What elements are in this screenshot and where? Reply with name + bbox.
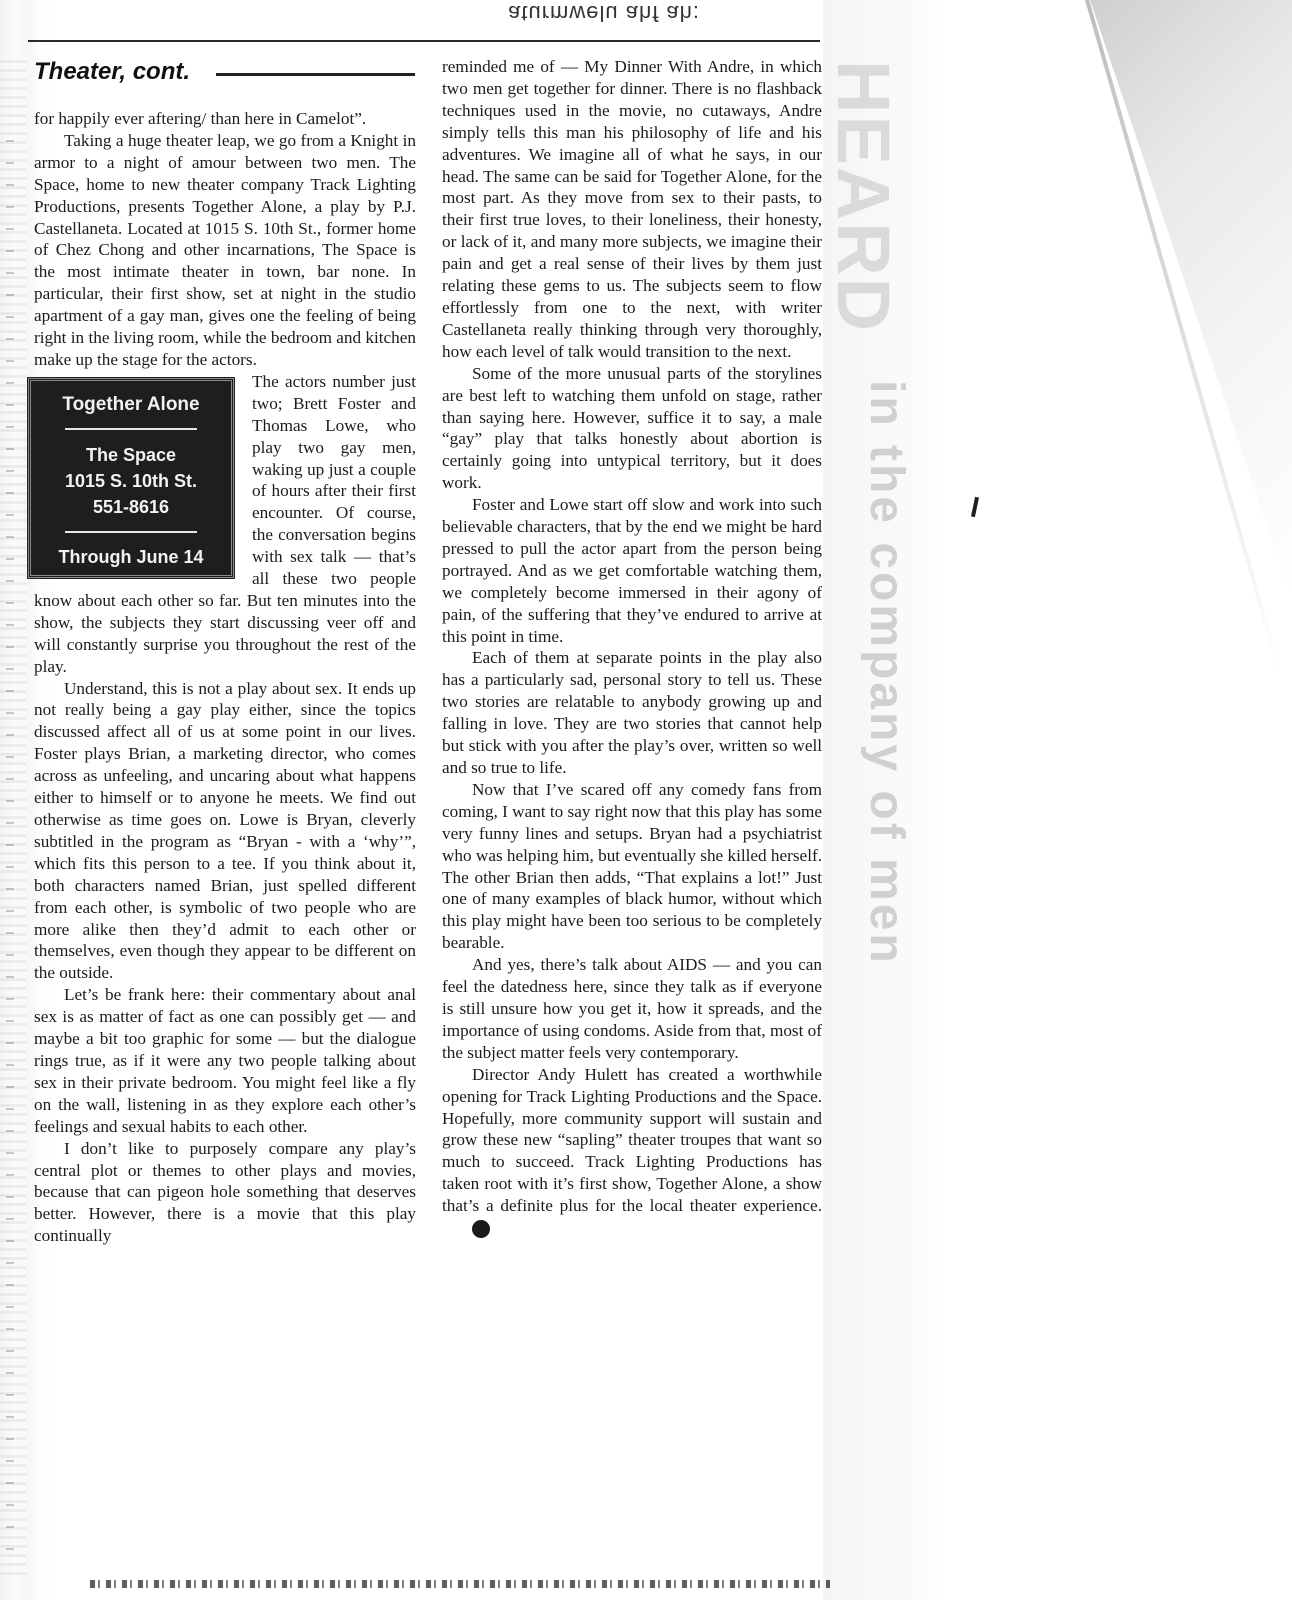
article-paragraph: Foster and Lowe start off slow and work into such believable characters, that by the end we might be hard pressed to pull the actor apart from the person being portrayed. And as we get comfortable watching them, we completely become immersed in their agony of pain, of the suffering that they’ve endured to arrive at this point in time. <box>442 495 822 646</box>
article-paragraph: reminded me of — My Dinner With Andre, in which two men get together for dinner. There is no flashback techniques used in the movie, no cutaways, Andre simply tells this man his philosophy of life and his adventures. We imagine all of what he says, in our head. The same can be said for Together Alone, for the most part. As they move from sex to their pasts, to their first true loves, to their loneliness, their honesty, or lack of it, and many more subjects, we imagine their pain and get a real sense of their lives by them just relating these gems to us. The subjects seem to flow effortlessly from one to the next, with writer Castellaneta really thinking through very thoroughly, how each level of talk would transition to the next. <box>442 57 822 361</box>
article-paragraph: Now that I’ve scared off any comedy fans from coming, I want to say right now that this play has some very funny lines and setups. Bryan had a psychiatrist who was helping him, but eventually she killed herself. The other Brian then adds, “That explains a lot!” Just one of many examples of black humor, without which this play might have been too serious to be completely bearable. <box>442 779 822 953</box>
article-column-left <box>34 108 416 1247</box>
article-paragraph: Some of the more unusual parts of the storylines are best left to watching them unfold on stage, rather than saying here. However, suffice it to say, a male “gay” play that talks honestly about abortion is certainly going into untypical territory, but it does work. <box>442 363 822 493</box>
article-paragraph-text: Director Andy Hulett has created a worthwhile opening for Track Lighting Productions and the Space. Hopefully, more community support will sustain and grow these new “sapling” theater troupes that want so much to succeed. Track Lighting Productions has taken root with it’s first show, Together Alone, a show that’s a definite plus for the local theater experience. <box>442 1064 822 1216</box>
show-run-dates: Through June 14 <box>58 546 204 567</box>
show-info-divider <box>65 531 197 533</box>
article-paragraph: Let’s be frank here: their commentary about anal sex is as matter of fact as one can possibly get — and maybe a bit too graphic for some — but the dialogue rings true, as if it were any two people talking about sex in their private bedroom. You might feel like a fly on the wall, listening in as they explore each other’s feelings and sexual habits to each other. <box>34 985 416 1136</box>
article-paragraph: Each of them at separate points in the play also has a particularly sad, personal story to tell us. These two stories are relatable to anybody growing up and falling in love. They are two stories that cannot help but stick with you after the play’s over, written so well and so true to life. <box>442 648 822 777</box>
show-venue: The Space <box>85 444 177 465</box>
show-title: Together Alone <box>62 393 200 415</box>
bleed-through-headline: HEARD <box>822 60 905 334</box>
page-bottom-strip <box>90 1580 830 1588</box>
section-title: Theater, cont. <box>34 58 191 85</box>
top-strip-text: aturmwelu ahf ah: <box>508 1 700 26</box>
article-paragraph: for happily ever aftering/ than here in Camelot”. <box>34 109 367 128</box>
show-phone: 551-8616 <box>92 496 170 517</box>
article-paragraph: And yes, there’s talk about AIDS — and you can feel the datedness here, since they talk as if everyone is still unsure how you get it, how it spreads, and the importance of using condoms. Aside from that, most of the subject matter feels very contemporary. <box>442 955 822 1062</box>
page-top-strip <box>80 0 700 26</box>
article-paragraph <box>442 1064 822 1239</box>
bleed-through-side-title: in the company of men <box>860 380 913 966</box>
article-paragraph: I don’t like to purposely compare any play’s central plot or themes to other plays and movies, because that can pigeon hole something that deserves better. However, there is a movie that this play continually <box>34 1138 416 1246</box>
left-margin-bleed <box>0 60 26 1580</box>
article-paragraph: Taking a huge theater leap, we go from a Knight in armor to a night of amour between two men. The Space, home to new theater company Track Lighting Productions, presents Together Alone, a play by P.J. Castellaneta. Located at 1015 S. 10th St., former home of Chez Chong and other incarnations, The Space is the most intimate theater in town, bar none. In particular, their first show, set at night in the studio apartment of a gay man, gives one the feeling of being right in the living room, while the bedroom and kitchen make up the stage for the actors. <box>34 130 416 369</box>
show-address: 1015 S. 10th St. <box>64 470 198 491</box>
show-info-box <box>28 378 234 578</box>
title-rule <box>216 73 415 76</box>
article-paragraph: The actors number just two; Brett Foster and Thomas Lowe, who play two gay men, waking up just a couple of hours after their first encounter. Of course, the conversation begins with sex talk — that’s all these two people know about each other so far. But ten minutes into the show, the subjects they start discussing veer off and will constantly surprise you throughout the rest of the play. <box>34 371 416 676</box>
article-column-right <box>442 56 822 1239</box>
end-of-article-icon: T <box>472 1220 490 1238</box>
top-rule <box>28 40 820 42</box>
show-info-divider <box>65 428 197 430</box>
article-paragraph: Understand, this is not a play about sex. It ends up not really being a gay play either, since the topics discussed affect all of us at some point in our lives. Foster plays Brian, a marketing director, who comes across as unfeeling, and uncaring about what happens either to himself or to anyone he meets. We find out otherwise as time goes on. Lowe is Bryan, cleverly subtitled in the program as “Bryan - with a ‘why’”, which fits this person to a tee. If you think about it, both characters named Brian, just spelled different from each other, is symbolic of two people who are more alike then they’d admit to each other or themselves, even though they appear to be different on the outside. <box>34 678 416 983</box>
